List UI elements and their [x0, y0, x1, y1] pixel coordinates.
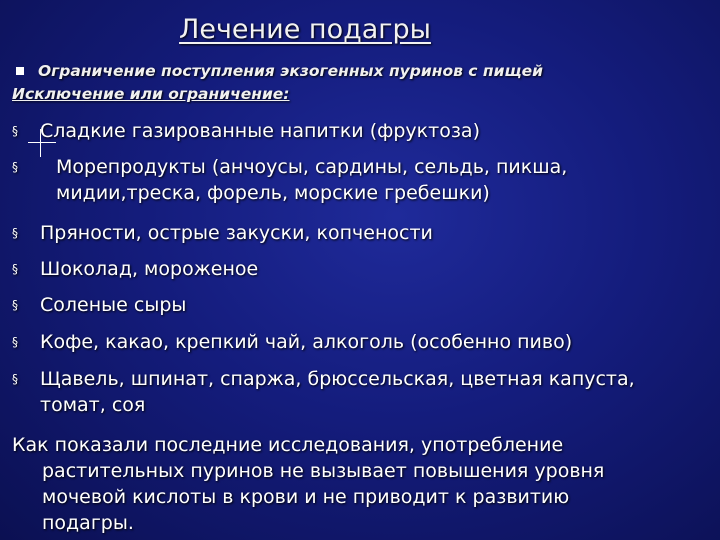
bullet-icon: §	[12, 298, 18, 312]
bullet-icon: §	[12, 335, 18, 349]
square-bullet-icon	[16, 67, 24, 75]
bullet-icon: §	[12, 226, 18, 240]
list-item	[12, 220, 433, 246]
list-item-text	[40, 154, 567, 206]
list-item	[12, 256, 258, 282]
list-item-line: томат, соя	[40, 394, 146, 416]
slide-title: Лечение подагры	[179, 14, 431, 45]
list-item-text: Соленые сыры	[40, 294, 187, 316]
list-item-text: Кофе, какао, крепкий чай, алкоголь (особенно пиво)	[40, 331, 573, 353]
list-item	[12, 292, 186, 318]
bullet-icon: §	[12, 160, 18, 174]
list-item-text: Шоколад, мороженое	[40, 258, 259, 280]
bullet-icon: §	[12, 262, 18, 276]
note-line: мочевой кислоты в крови и не приводит к развитию	[42, 486, 570, 508]
list-item-line: Морепродукты (анчоусы, сардины, сельдь, пикша,	[56, 156, 568, 178]
list-item	[12, 154, 567, 206]
list-item-text: Пряности, острые закуски, копчености	[40, 222, 433, 244]
bullet-icon: §	[12, 124, 18, 138]
note-line: Как показали последние исследования, употребление	[12, 434, 564, 456]
list-item-text: Сладкие газированные напитки (фруктоза)	[40, 120, 480, 142]
list-item-text	[40, 366, 635, 418]
list-item-line: мидии,треска, форель, морские гребешки)	[56, 182, 490, 204]
list-item	[12, 366, 635, 418]
subheading-purines-text: Ограничение поступления экзогенных пуринов с пищей	[38, 62, 543, 80]
research-note	[12, 432, 604, 536]
bullet-icon: §	[12, 372, 18, 386]
subheading-purines	[12, 62, 543, 80]
note-line: подагры.	[42, 512, 134, 534]
list-item-line: Щавель, шпинат, спаржа, брюссельская, цветная капуста,	[40, 368, 635, 390]
list-item	[12, 118, 480, 144]
note-line: растительных пуринов не вызывает повышения уровня	[42, 460, 605, 482]
list-item	[12, 329, 572, 355]
subheading-exclusion: Исключение или ограничение:	[12, 85, 290, 103]
